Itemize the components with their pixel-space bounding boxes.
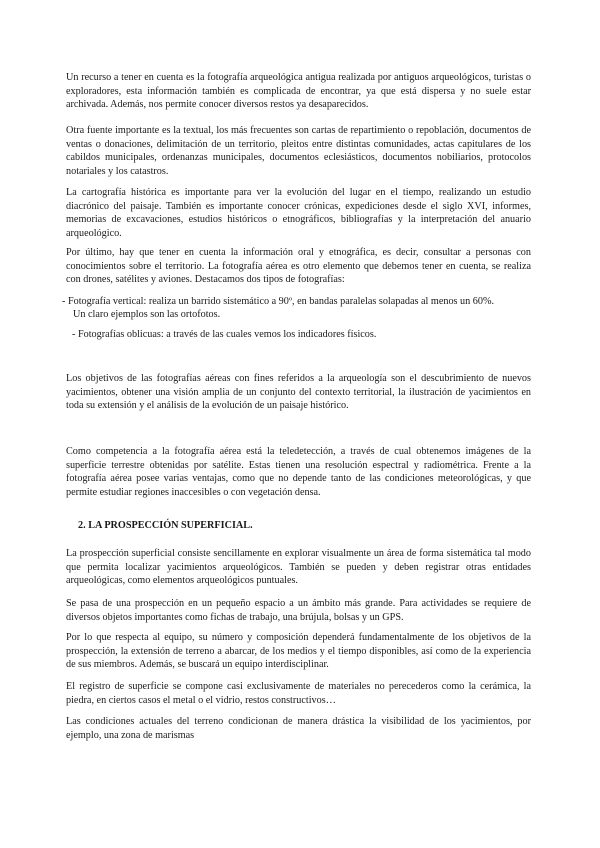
paragraph-survey-equipment: Se pasa de una prospección en un pequeño espacio a un ámbito más grande. Para actividades se requiere de diversos objetos importantes como fichas de trabajo, una brújula, bolsas y un GPS.: [66, 598, 531, 623]
paragraph-aerial-objectives: Los objetivos de las fotografías aéreas con fines referidos a la arqueología son el descubrimiento de nuevos yacimientos, obtener una visión amplia de un conjunto del contexto territorial, la ilustración de yacimientos en toda su extensión y el análisis de la evolución de un paisaje histórico.: [66, 373, 531, 412]
paragraph-terrain-conditions: Las condiciones actuales del terreno condicionan de manera drástica la visibilidad de los yacimientos, por ejemplo, una zona de marismas: [66, 716, 531, 741]
list-item-vertical-line2: Un claro ejemplos son las ortofotos.: [73, 309, 221, 320]
paragraph-team-composition: Por lo que respecta al equipo, su número y composición dependerá fundamentalmente de los objetivos de la prospección, la extensión de terreno a abarcar, de los medios y el tiempo disponibles, así como de la experiencia de sus miembros. Además, se buscará un equipo interdisciplinar.: [66, 632, 531, 671]
paragraph-textual-sources: Otra fuente importante es la textual, los más frecuentes son cartas de repartimiento o repoblación, documentos de ventas o donaciones, delimitación de un territorio, pleitos entre distintas comunidades, actas capitulares de los cabildos municipales, ordenanzas municipales, documentos eclesiásticos, documentos nobiliarios, protocolos notariales y los catastros.: [66, 125, 531, 177]
paragraph-historic-cartography: La cartografía histórica es importante para ver la evolución del lugar en el tiempo, realizando un estudio diacrónico del paisaje. También es importante conocer crónicas, expediciones desde el siglo XVI, informes, memorias de excavaciones, estudios históricos o etnográficos, bibliografías y la interpretación del anuario arqueológico.: [66, 187, 531, 239]
paragraph-oral-ethnographic: Por último, hay que tener en cuenta la información oral y etnográfica, es decir, consultar a personas con conocimientos sobre el territorio. La fotografía aérea es otro elemento que debemos tener en cuenta, se realiza con drones, satélites y aviones. Destacamos dos tipos de fotografías:: [66, 247, 531, 286]
section-heading: 2. LA PROSPECCIÓN SUPERFICIAL.: [78, 520, 253, 531]
list-item-oblique: - Fotografías oblicuas: a través de las cuales vemos los indicadores físicos.: [72, 329, 377, 340]
paragraph-remote-sensing: Como competencia a la fotografía aérea está la teledetección, a través de cual obtenemos imágenes de la superficie terrestre obtenidas por satélite. Estas tienen una resolución espectral y radiométrica. Frente a la fotografía aérea posee varias ventajas, como que no depende tanto de las condiciones meteorológicas, y que permite estudiar regiones inaccesibles o con vegetación densa.: [66, 446, 531, 498]
list-item-vertical-line1: - Fotografía vertical: realiza un barrido sistemático a 90º, en bandas paralelas solapadas al menos un 60%.: [62, 296, 495, 307]
paragraph-surface-survey-definition: La prospección superficial consiste sencillamente en explorar visualmente un área de forma sistemática tal modo que permita localizar yacimientos arqueológicos. También se pueden y deben registrar otras entidades arqueológicas, como elementos arqueológicos puntuales.: [66, 548, 531, 587]
paragraph-surface-record: El registro de superficie se compone casi exclusivamente de materiales no perecederos como la cerámica, la piedra, en ciertos casos el metal o el vidrio, restos constructivos…: [66, 681, 531, 706]
paragraph-aerial-photo-antique: Un recurso a tener en cuenta es la fotografía arqueológica antigua realizada por antiguos arqueológicos, turistas o exploradores, esta información también es complicada de encontrar, ya que está dispersa y no suele estar archivada. Además, nos permite conocer diversos restos ya desaparecidos.: [66, 72, 531, 111]
